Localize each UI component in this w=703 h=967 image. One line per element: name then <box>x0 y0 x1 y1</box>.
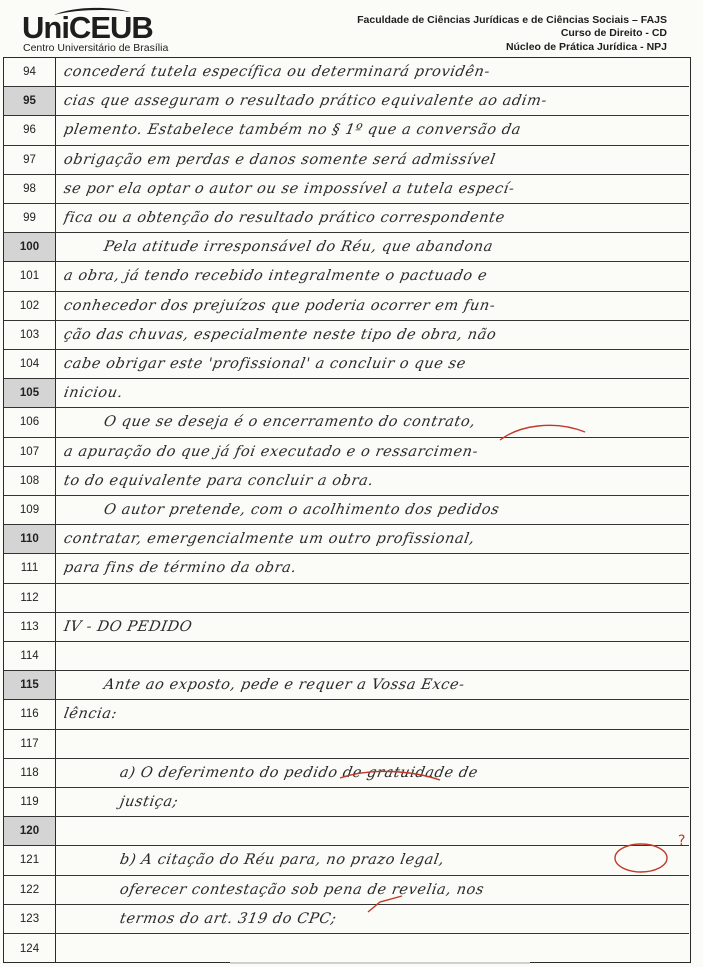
form-line <box>4 671 689 700</box>
form-line <box>4 496 689 525</box>
form-line <box>4 759 689 788</box>
form-line <box>4 876 689 905</box>
handwritten-text <box>62 730 686 758</box>
form-line <box>4 379 689 408</box>
page-header <box>0 0 703 58</box>
form-line <box>4 438 689 467</box>
line-number: 106 <box>4 408 56 436</box>
form-line <box>4 730 689 759</box>
line-number: 109 <box>4 496 56 524</box>
handwritten-text: cias que asseguram o resultado prático equivalente ao adim- <box>62 93 549 110</box>
line-number: 97 <box>4 146 56 174</box>
handwritten-text: conhecedor dos prejuízos que poderia ocorrer em fun- <box>62 297 497 314</box>
line-number: 119 <box>4 788 56 816</box>
handwritten-text: contratar, emergencialmente um outro profissional, <box>62 531 477 548</box>
handwritten-text: justiça; <box>118 794 180 811</box>
line-number: 115 <box>4 671 56 699</box>
form-line <box>4 584 689 613</box>
form-line <box>4 817 689 846</box>
handwritten-text: plemento. Estabelece também no § 1º que a conversão da <box>62 122 523 139</box>
line-number: 107 <box>4 438 56 466</box>
line-number: 94 <box>4 58 56 86</box>
handwritten-text <box>62 817 686 845</box>
form-line <box>4 204 689 233</box>
lined-form-sheet <box>3 57 691 963</box>
line-number: 118 <box>4 759 56 787</box>
line-number: 116 <box>4 700 56 728</box>
line-number: 96 <box>4 116 56 144</box>
form-line <box>4 87 689 116</box>
line-number: 120 <box>4 817 56 845</box>
line-number: 95 <box>4 87 56 115</box>
form-line <box>4 292 689 321</box>
form-line <box>4 116 689 145</box>
institution-line: Núcleo de Prática Jurídica - NPJ <box>505 40 667 53</box>
institution-line: Faculdade de Ciências Jurídicas e de Ciências Sociais – FAJS <box>357 14 667 26</box>
form-line <box>4 905 689 934</box>
form-line <box>4 408 689 437</box>
handwritten-text: Pela atitude irresponsável do Réu, que abandona <box>102 239 495 256</box>
form-line <box>4 262 689 291</box>
handwritten-text <box>61 934 685 963</box>
uniceub-logo <box>22 6 182 54</box>
handwritten-text: O autor pretende, com o acolhimento dos pedidos <box>102 502 501 519</box>
line-number: 117 <box>4 730 56 758</box>
handwritten-text: cabe obrigar este 'profissional' a concluir o que se <box>62 356 468 373</box>
form-line <box>4 613 689 642</box>
correction-question-mark: ? <box>678 833 686 849</box>
form-line <box>4 146 689 175</box>
form-line <box>4 467 689 496</box>
handwritten-text <box>62 584 686 612</box>
form-line <box>4 700 689 729</box>
form-line <box>4 350 689 379</box>
form-line <box>4 554 689 583</box>
line-number: 123 <box>4 905 56 933</box>
handwritten-text: to do equivalente para concluir a obra. <box>62 472 375 489</box>
handwritten-text: oferecer contestação sob pena de revelia, nos <box>118 881 486 898</box>
form-line <box>4 642 689 671</box>
handwritten-text: obrigação em perdas e danos somente será admissível <box>62 151 497 168</box>
handwritten-text: ção das chuvas, especialmente neste tipo de obra, não <box>62 326 498 343</box>
line-number: 100 <box>4 233 56 261</box>
handwritten-text: fica ou a obtenção do resultado prático correspondente <box>62 210 507 227</box>
line-number: 121 <box>4 846 56 874</box>
line-number: 111 <box>4 554 56 582</box>
page-bottom-rule <box>230 962 530 964</box>
handwritten-text: Ante ao exposto, pede e requer a Vossa Exce- <box>102 677 467 694</box>
handwritten-text: iniciou. <box>62 385 125 402</box>
form-line <box>4 788 689 817</box>
line-number: 98 <box>4 175 56 203</box>
line-number: 113 <box>4 613 56 641</box>
handwritten-text: se por ela optar o autor ou se impossível a tutela especí- <box>62 180 516 197</box>
handwritten-text: a) O deferimento do pedido de gratuidade de <box>118 764 480 781</box>
line-number: 108 <box>4 467 56 495</box>
line-number: 124 <box>4 934 56 963</box>
line-number: 101 <box>4 262 56 290</box>
logo-subtitle: Centro Universitário de Brasília <box>23 42 169 54</box>
line-number: 110 <box>4 525 56 553</box>
line-number: 99 <box>4 204 56 232</box>
handwritten-text <box>62 642 686 670</box>
institution-line: Curso de Direito - CD <box>560 27 667 40</box>
line-number: 103 <box>4 321 56 349</box>
handwritten-text: para fins de término da obra. <box>62 560 298 577</box>
form-line <box>4 321 689 350</box>
line-number: 104 <box>4 350 56 378</box>
form-line <box>4 525 689 554</box>
handwritten-text: b) A citação do Réu para, no prazo legal, <box>118 852 446 869</box>
handwritten-text: a apuração do que já foi executado e o ressarcimen- <box>62 443 480 460</box>
logo-wordmark: UniCEUB <box>22 10 153 45</box>
form-line <box>4 846 689 875</box>
handwritten-text: a obra, já tendo recebido integralmente o pactuado e <box>62 268 489 285</box>
handwritten-text: termos do art. 319 do CPC; <box>118 910 338 927</box>
handwritten-text: concederá tutela específica ou determinará providên- <box>62 64 492 81</box>
line-number: 122 <box>4 876 56 904</box>
line-number: 114 <box>4 642 56 670</box>
institution-block <box>357 14 667 54</box>
handwritten-text: lência: <box>62 706 119 723</box>
handwritten-text: O que se deseja é o encerramento do contrato, <box>102 414 477 431</box>
line-number: 112 <box>4 584 56 612</box>
form-line <box>4 233 689 262</box>
form-line <box>4 58 689 87</box>
line-number: 102 <box>4 292 56 320</box>
line-number: 105 <box>4 379 56 407</box>
form-line <box>4 934 689 963</box>
form-line <box>4 175 689 204</box>
handwritten-text: IV - DO PEDIDO <box>62 618 194 635</box>
